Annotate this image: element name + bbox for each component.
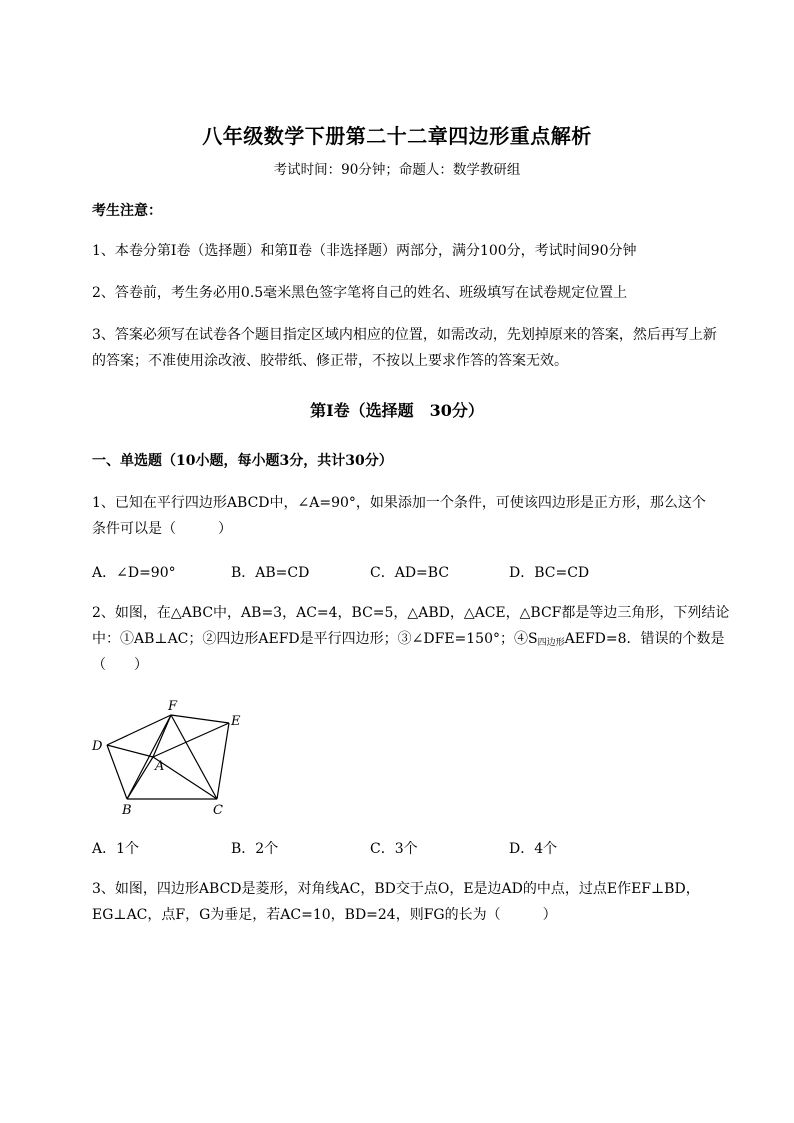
- section-title: 第I卷（选择题 30分）: [310, 401, 484, 420]
- notice-item-3-cont: 的答案；不准使用涂改液、胶带纸、修正带，不按以上要求作答的答案无效。: [92, 353, 568, 369]
- q3-line-1: 3、如图，四边形ABCD是菱形，对角线AC，BD交于点O，E是边AD的中点，过点E作EF⊥BD，: [92, 881, 700, 897]
- q1-option-b[interactable]: B．AB=CD: [231, 565, 310, 581]
- fig-edge-fb: [127, 715, 171, 799]
- fig-edge-df: [107, 715, 171, 745]
- q1-options: [92, 562, 712, 582]
- q1-line-1: 1、已知在平行四边形ABCD中，∠A=90°，如果添加一个条件，可使该四边形是正方形，那么这个: [92, 495, 706, 511]
- fig-label-e: E: [231, 714, 241, 729]
- q2-line-3: （ ）: [92, 657, 148, 673]
- fig-label-d: D: [92, 739, 103, 754]
- q2-option-a[interactable]: A．1个: [92, 841, 140, 857]
- fig-edge-db: [107, 745, 127, 799]
- fig-label-f: F: [168, 699, 178, 714]
- q1-line-2: 条件可以是（ ）: [92, 521, 232, 537]
- q2-line-2-tail: AEFD=8．错误的个数是: [564, 631, 725, 647]
- q2-figure: [85, 695, 245, 815]
- notice-heading: 考生注意：: [92, 203, 162, 219]
- fig-edge-fe: [171, 715, 229, 723]
- fig-edge-da: [107, 745, 153, 757]
- q2-option-b[interactable]: B．2个: [231, 841, 279, 857]
- fig-label-c: C: [213, 803, 223, 815]
- q2-line-1: 2、如图，在△ABC中，AB=3，AC=4，BC=5，△ABD，△ACE，△BCF都是等边三角形，下列结论: [92, 605, 730, 621]
- fig-edge-ce: [217, 723, 229, 799]
- fig-label-b: B: [122, 803, 132, 815]
- fig-label-a: A: [155, 759, 165, 774]
- q1-option-c[interactable]: C．AD=BC: [370, 565, 450, 581]
- q1-option-a[interactable]: A．∠D=90°: [92, 565, 176, 581]
- exam-subtitle: 考试时间：90分钟；命题人：数学教研组: [273, 162, 521, 178]
- q2-line-2-text: 中：①AB⊥AC；②四边形AEFD是平行四边形；③∠DFE=150°；④S: [92, 631, 538, 647]
- page-title: 八年级数学下册第二十二章四边形重点解析: [202, 124, 592, 148]
- notice-item-3: 3、答案必须写在试卷各个题目指定区域内相应的位置，如需改动，先划掉原来的答案，然后再写上新: [92, 327, 717, 343]
- q2-option-c[interactable]: C．3个: [370, 841, 418, 857]
- fig-edge-fc: [171, 715, 217, 799]
- q3-line-2: EG⊥AC，点F，G为垂足，若AC=10，BD=24，则FG的长为（ ）: [92, 907, 557, 923]
- notice-item-2: 2、答卷前，考生务必用0.5毫米黑色签字笔将自己的姓名、班级填写在试卷规定位置上: [92, 285, 628, 301]
- notice-item-1: 1、本卷分第I卷（选择题）和第Ⅱ卷（非选择题）两部分，满分100分，考试时间90分钟: [92, 243, 637, 259]
- q2-options: [92, 838, 712, 858]
- part-heading: 一、单选题（10小题，每小题3分，共计30分）: [92, 453, 393, 469]
- q2-option-d[interactable]: D．4个: [509, 841, 558, 857]
- q2-area-subscript: 四边形: [537, 638, 565, 648]
- q1-option-d[interactable]: D．BC=CD: [509, 565, 590, 581]
